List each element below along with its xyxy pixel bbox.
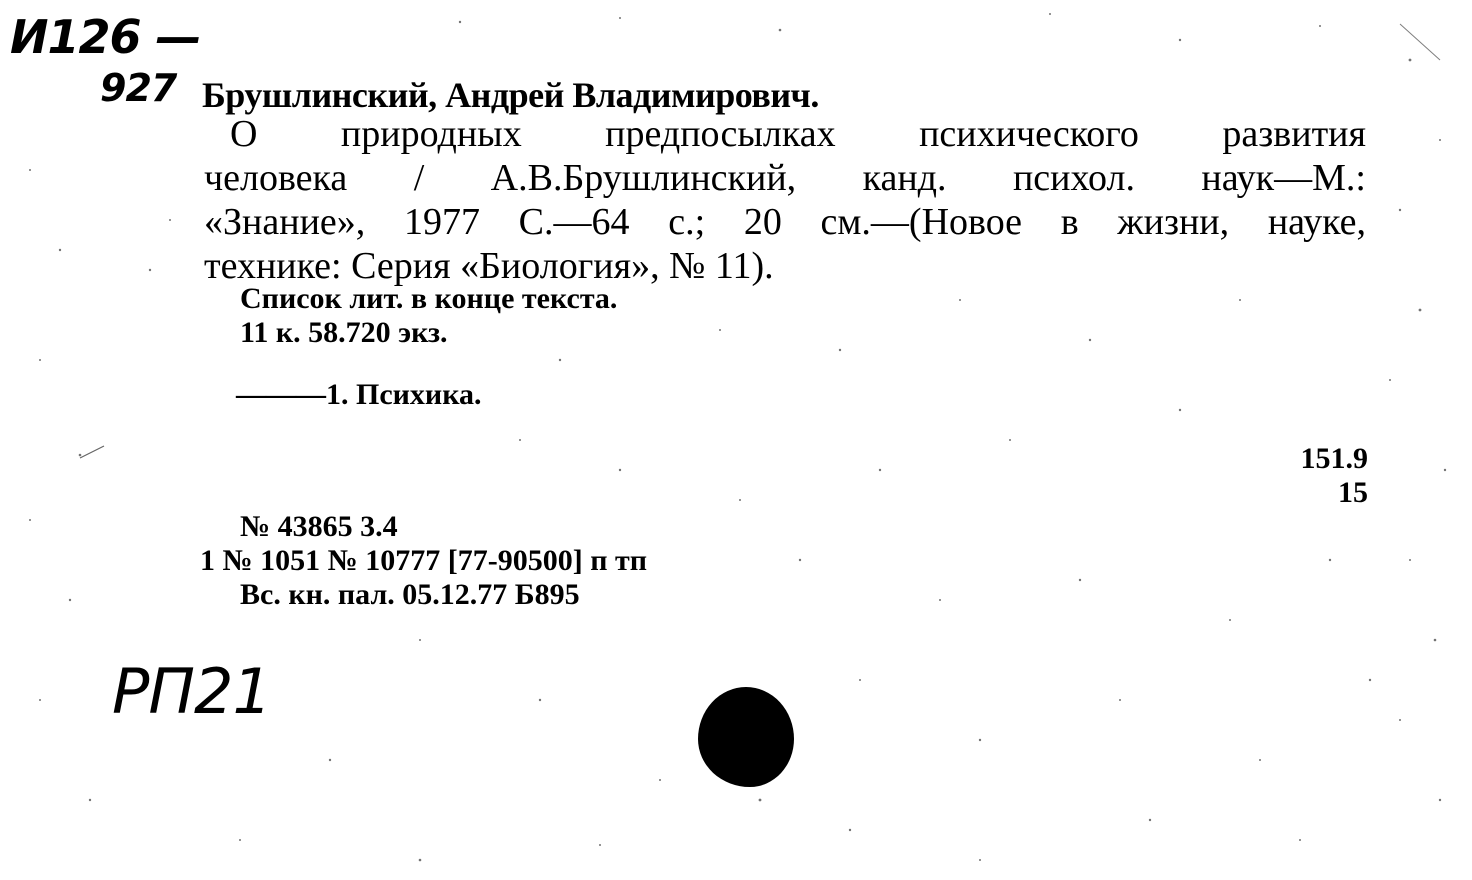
classification-block <box>1301 442 1369 510</box>
registration-line: 1 № 1051 № 10777 [77-90500] п тп <box>200 544 648 577</box>
record-number-line: № 43865 3.4 <box>240 510 398 543</box>
description-line: технике: Серия «Биология», № 11). <box>204 245 774 287</box>
udc-code: 151.9 <box>1300 442 1368 475</box>
author-heading: Брушлинский, Андрей Владимирович. <box>202 75 819 115</box>
bibliographic-description <box>204 112 1366 288</box>
record-info-block <box>200 510 647 612</box>
card-punch-hole <box>698 687 794 787</box>
handwritten-call-number-bottom: 927 <box>100 66 177 110</box>
handwritten-call-number-top: И126 — <box>10 10 201 64</box>
bibliography-note: Список лит. в конце текста. <box>240 282 618 315</box>
description-line: «Знание», 1977 С.—64 с.; 20 см.—(Новое в жизни, науке, <box>204 201 1366 243</box>
price-print-run-note: 11 к. 58.720 экз. <box>240 316 448 349</box>
handwritten-shelf-mark: РП21 <box>112 655 271 728</box>
description-line: О природных предпосылках психического развития <box>230 113 1366 155</box>
chamber-date-line: Вс. кн. пал. 05.12.77 Б895 <box>240 578 580 611</box>
subject-heading: ———1. Психика. <box>236 378 482 411</box>
description-line: человека / А.В.Брушлинский, канд. психол. наук—М.: <box>204 157 1366 199</box>
notes-block <box>240 282 617 350</box>
author-mark: 15 <box>1338 476 1368 509</box>
